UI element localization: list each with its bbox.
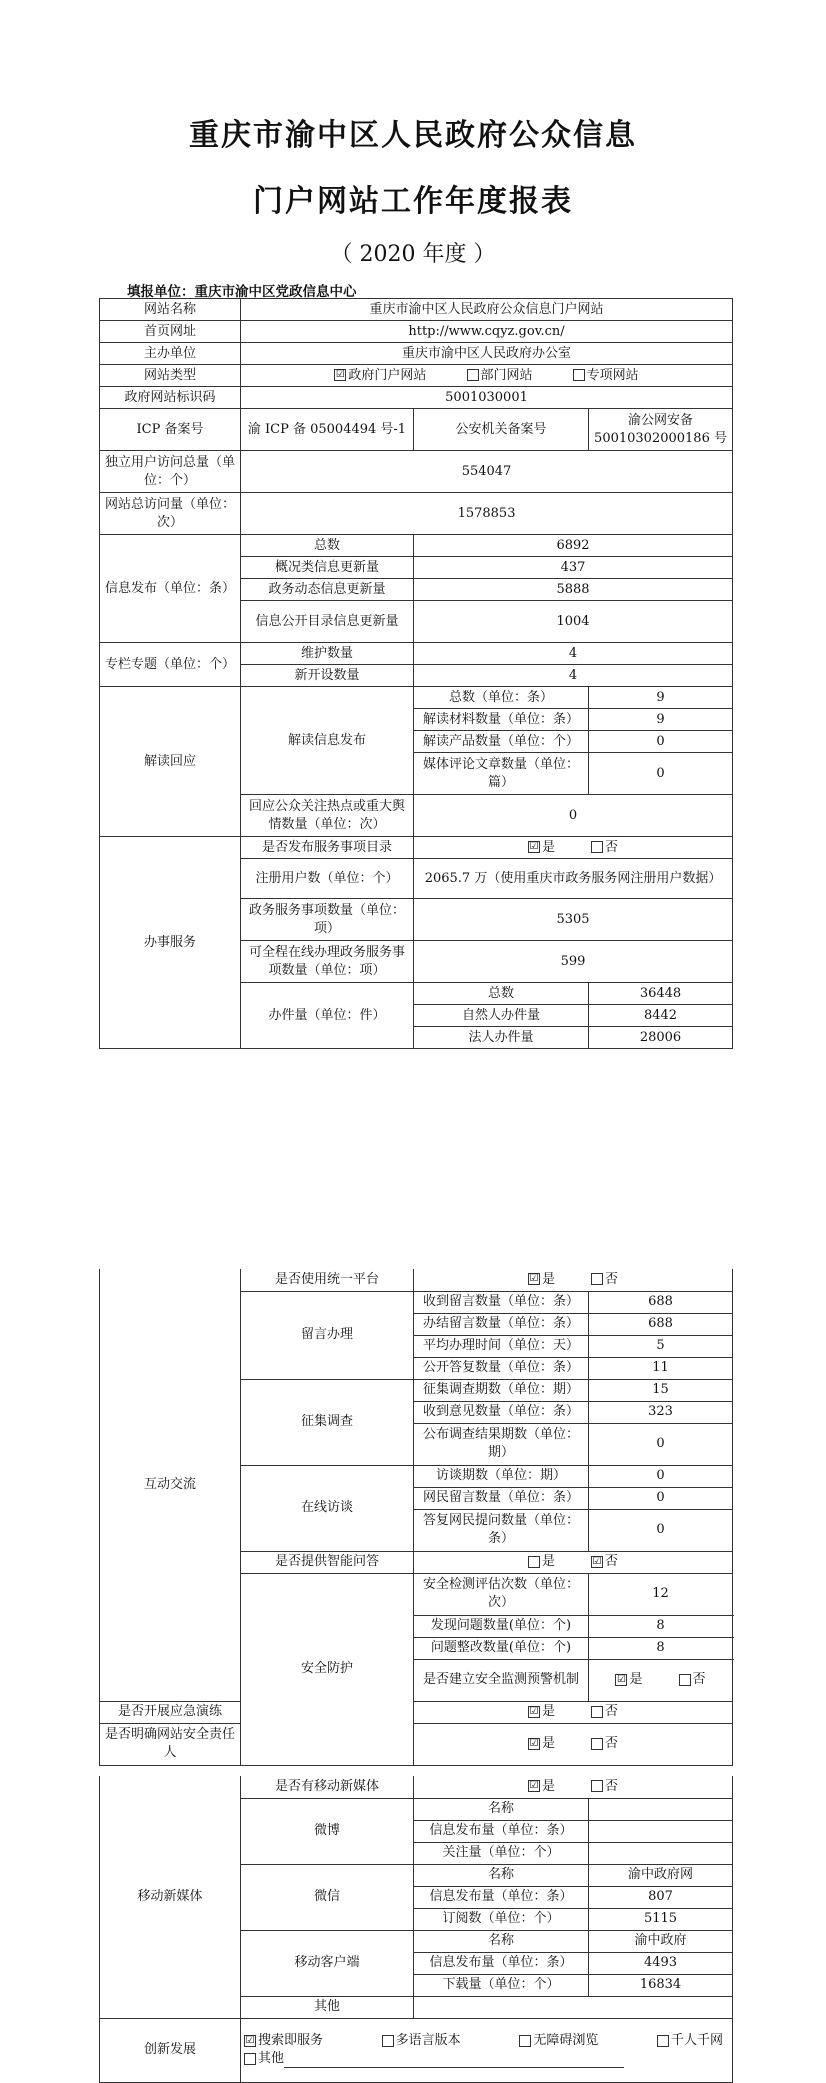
label: 主办单位 xyxy=(100,343,241,365)
label: 法人办件量 xyxy=(414,1027,589,1049)
label: 信息发布量（单位：条） xyxy=(414,1820,589,1842)
label: 平均办理时间（单位：天） xyxy=(414,1335,589,1357)
innovation-option: 无障碍浏览 xyxy=(519,2032,598,2050)
label: 信息发布量（单位：条） xyxy=(414,1886,589,1908)
label: 关注量（单位：个） xyxy=(414,1842,589,1864)
value: 0 xyxy=(589,1487,733,1509)
value: 554047 xyxy=(241,451,733,493)
value: 5001030001 xyxy=(241,387,733,409)
label: 维护数量 xyxy=(241,643,414,665)
section-label: 信息发布（单位：条） xyxy=(100,535,241,643)
value: 36448 xyxy=(589,983,733,1005)
label: 网站总访问量（单位：次） xyxy=(100,493,241,535)
section-label: 移动新媒体 xyxy=(100,1776,241,2018)
checked-box-icon: ☑ xyxy=(245,2034,255,2046)
checkbox-icon xyxy=(591,1706,603,1718)
label: 是否发布服务事项目录 xyxy=(241,837,414,859)
checkbox-icon xyxy=(528,1556,540,1568)
value: 599 xyxy=(414,941,733,983)
checkbox-icon xyxy=(467,369,479,381)
label: 可全程在线办理政务服务事项数量（单位：项） xyxy=(241,941,414,983)
label: 下载量（单位：个） xyxy=(414,1974,589,1996)
label: 访谈期数（单位：期） xyxy=(414,1465,589,1487)
checked-box-icon: ☑ xyxy=(529,841,539,852)
value: 688 xyxy=(589,1291,733,1313)
value: 437 xyxy=(414,557,733,579)
value xyxy=(589,1842,733,1864)
label: 名称 xyxy=(414,1930,589,1952)
value: 8442 xyxy=(589,1005,733,1027)
filler-unit: 填报单位：重庆市渝中区党政信息中心 xyxy=(127,284,357,300)
label: 公开答复数量（单位：条） xyxy=(414,1357,589,1379)
value: 0 xyxy=(414,795,733,837)
innovation-options xyxy=(241,2018,733,2082)
label: 问题整改数量(单位：个) xyxy=(414,1637,589,1659)
label: 发现问题数量(单位：个) xyxy=(414,1615,589,1637)
label: 在线访谈 xyxy=(241,1465,414,1551)
checked-box-icon: ☑ xyxy=(529,1780,539,1792)
label: ICP 备案号 xyxy=(100,409,241,451)
label: 网站名称 xyxy=(100,299,241,321)
value: 重庆市渝中区人民政府办公室 xyxy=(241,343,733,365)
label: 总数（单位：条） xyxy=(414,687,589,709)
label: 媒体评论文章数量（单位：篇） xyxy=(414,753,589,795)
label: 回应公众关注热点或重大舆情数量（单位：次） xyxy=(241,795,414,837)
yes-no: ☑ 是 否 xyxy=(414,837,733,859)
value: 5115 xyxy=(589,1908,733,1930)
label: 解读材料数量（单位：条） xyxy=(414,709,589,731)
checked-box-icon: ☑ xyxy=(335,369,345,380)
report-table-part1 xyxy=(99,298,733,1049)
value: 5 xyxy=(589,1335,733,1357)
label: 公布调查结果期数（单位：期） xyxy=(414,1423,589,1465)
section-label: 解读回应 xyxy=(100,687,241,837)
label: 名称 xyxy=(414,1798,589,1820)
label: 是否明确网站安全责任人 xyxy=(100,1723,241,1765)
value: 4 xyxy=(414,665,733,687)
checked-box-icon: ☑ xyxy=(529,1705,539,1717)
label: 收到意见数量（单位：条） xyxy=(414,1401,589,1423)
checked-box-icon: ☑ xyxy=(529,1273,539,1285)
value: 5305 xyxy=(414,899,733,941)
innovation-option: ☑ 搜索即服务 xyxy=(245,2033,324,2048)
label: 新开设数量 xyxy=(241,665,414,687)
label: 办件量（单位：件） xyxy=(241,983,414,1049)
report-table-part3 xyxy=(99,1776,733,2083)
section-label: 办事服务 xyxy=(100,837,241,1049)
value: 0 xyxy=(589,1465,733,1487)
value: 渝中政府 xyxy=(589,1930,733,1952)
type-option: 专项网站 xyxy=(573,367,639,385)
label: 是否开展应急演练 xyxy=(100,1701,241,1723)
section-label: 互动交流 xyxy=(100,1269,241,1701)
label: 微博 xyxy=(241,1798,414,1864)
value: 渝公网安备 50010302000186 号 xyxy=(589,409,733,451)
label: 安全检测评估次数（单位：次） xyxy=(414,1573,589,1615)
value: 807 xyxy=(589,1886,733,1908)
yes-no: ☑ 是 否 xyxy=(414,1776,733,1798)
section-label: 安全防护 xyxy=(241,1573,414,1765)
value: 2065.7 万（使用重庆市政务服务网注册用户数据） xyxy=(414,859,733,899)
label: 是否建立安全监测预警机制 xyxy=(414,1659,589,1701)
checked-box-icon: ☑ xyxy=(592,1555,602,1567)
value: 9 xyxy=(589,687,733,709)
label: 征集调查 xyxy=(241,1379,414,1465)
value: 6892 xyxy=(414,535,733,557)
checked-box-icon: ☑ xyxy=(617,1673,626,1685)
value: 28006 xyxy=(589,1027,733,1049)
section-label: 专栏专题（单位：个） xyxy=(100,643,241,687)
fill-line xyxy=(284,2055,624,2068)
label: 政务服务事项数量（单位：项） xyxy=(241,899,414,941)
label: 是否有移动新媒体 xyxy=(241,1776,414,1798)
yes-no: ☑ 是 否 xyxy=(414,1723,733,1765)
label: 政务动态信息更新量 xyxy=(241,579,414,601)
value: 16834 xyxy=(589,1974,733,1996)
value xyxy=(589,1798,733,1820)
checkbox-icon xyxy=(657,2035,669,2047)
label: 网站类型 xyxy=(100,365,241,387)
value: 12 xyxy=(589,1573,733,1615)
value: 5888 xyxy=(414,579,733,601)
label: 总数 xyxy=(414,983,589,1005)
type-option: 部门网站 xyxy=(467,367,533,385)
value: 8 xyxy=(589,1615,733,1637)
label: 注册用户数（单位：个） xyxy=(241,859,414,899)
label: 收到留言数量（单位：条） xyxy=(414,1291,589,1313)
label: 解读产品数量（单位：个） xyxy=(414,731,589,753)
value: 渝中政府网 xyxy=(589,1864,733,1886)
label: 留言办理 xyxy=(241,1291,414,1379)
label: 网民留言数量（单位：条） xyxy=(414,1487,589,1509)
label: 征集调查期数（单位：期） xyxy=(414,1379,589,1401)
label: 自然人办件量 xyxy=(414,1005,589,1027)
label: 名称 xyxy=(414,1864,589,1886)
value: 0 xyxy=(589,753,733,795)
label: 总数 xyxy=(241,535,414,557)
checkbox-icon xyxy=(591,1780,603,1792)
value: 11 xyxy=(589,1357,733,1379)
checkbox-icon xyxy=(679,1674,691,1686)
label: 首页网址 xyxy=(100,321,241,343)
checkbox-icon xyxy=(382,2035,394,2047)
label: 是否提供智能问答 xyxy=(241,1551,414,1573)
value: 0 xyxy=(589,1423,733,1465)
report-table-part2 xyxy=(99,1269,733,1766)
value: 1004 xyxy=(414,601,733,643)
value: http://www.cqyz.gov.cn/ xyxy=(241,321,733,343)
checked-box-icon: ☑ xyxy=(529,1737,539,1749)
label: 信息公开目录信息更新量 xyxy=(241,601,414,643)
yes-no: ☑ 是 否 xyxy=(414,1269,733,1291)
value: 15 xyxy=(589,1379,733,1401)
value xyxy=(414,1996,733,2018)
value: 688 xyxy=(589,1313,733,1335)
report-title-line2: 门户网站工作年度报表 xyxy=(253,184,573,219)
label: 其他 xyxy=(241,1996,414,2018)
report-title-line1: 重庆市渝中区人民政府公众信息 xyxy=(189,118,637,153)
yes-no: ☑ 是 否 xyxy=(589,1659,733,1701)
label: 微信 xyxy=(241,1864,414,1930)
value: 4493 xyxy=(589,1952,733,1974)
innovation-other: 其他 xyxy=(244,2050,729,2068)
label: 办结留言数量（单位：条） xyxy=(414,1313,589,1335)
section-label: 创新发展 xyxy=(100,2018,241,2082)
value: 0 xyxy=(589,731,733,753)
label: 信息发布量（单位：条） xyxy=(414,1952,589,1974)
label: 政府网站标识码 xyxy=(100,387,241,409)
label: 移动客户端 xyxy=(241,1930,414,1996)
innovation-option: 多语言版本 xyxy=(382,2032,461,2050)
label: 公安机关备案号 xyxy=(414,409,589,451)
label: 概况类信息更新量 xyxy=(241,557,414,579)
label: 是否使用统一平台 xyxy=(241,1269,414,1291)
value: 323 xyxy=(589,1401,733,1423)
value: 1578853 xyxy=(241,493,733,535)
label: 解读信息发布 xyxy=(241,687,414,795)
checkbox-icon xyxy=(591,841,603,853)
innovation-option: 千人千网 xyxy=(657,2032,723,2050)
type-option: ☑ 政府门户网站 xyxy=(335,367,427,383)
type-options xyxy=(241,365,733,387)
report-year: （ 2020 年度 ） xyxy=(330,242,496,267)
checkbox-icon xyxy=(573,369,585,381)
checkbox-icon xyxy=(591,1738,603,1750)
value: 渝 ICP 备 05004494 号-1 xyxy=(241,409,414,451)
value: 0 xyxy=(589,1509,733,1551)
checkbox-icon xyxy=(519,2035,531,2047)
checkbox-icon xyxy=(244,2053,256,2065)
checkbox-icon xyxy=(591,1273,603,1285)
value: 9 xyxy=(589,709,733,731)
yes-no: ☑ 是 否 xyxy=(414,1701,733,1723)
yes-no: 是 ☑ 否 xyxy=(414,1551,733,1573)
value xyxy=(589,1820,733,1842)
value: 8 xyxy=(589,1637,733,1659)
value: 4 xyxy=(414,643,733,665)
label: 订阅数（单位：个） xyxy=(414,1908,589,1930)
label: 答复网民提问数量（单位：条） xyxy=(414,1509,589,1551)
value: 重庆市渝中区人民政府公众信息门户网站 xyxy=(241,299,733,321)
label: 独立用户访问总量（单位：个） xyxy=(100,451,241,493)
